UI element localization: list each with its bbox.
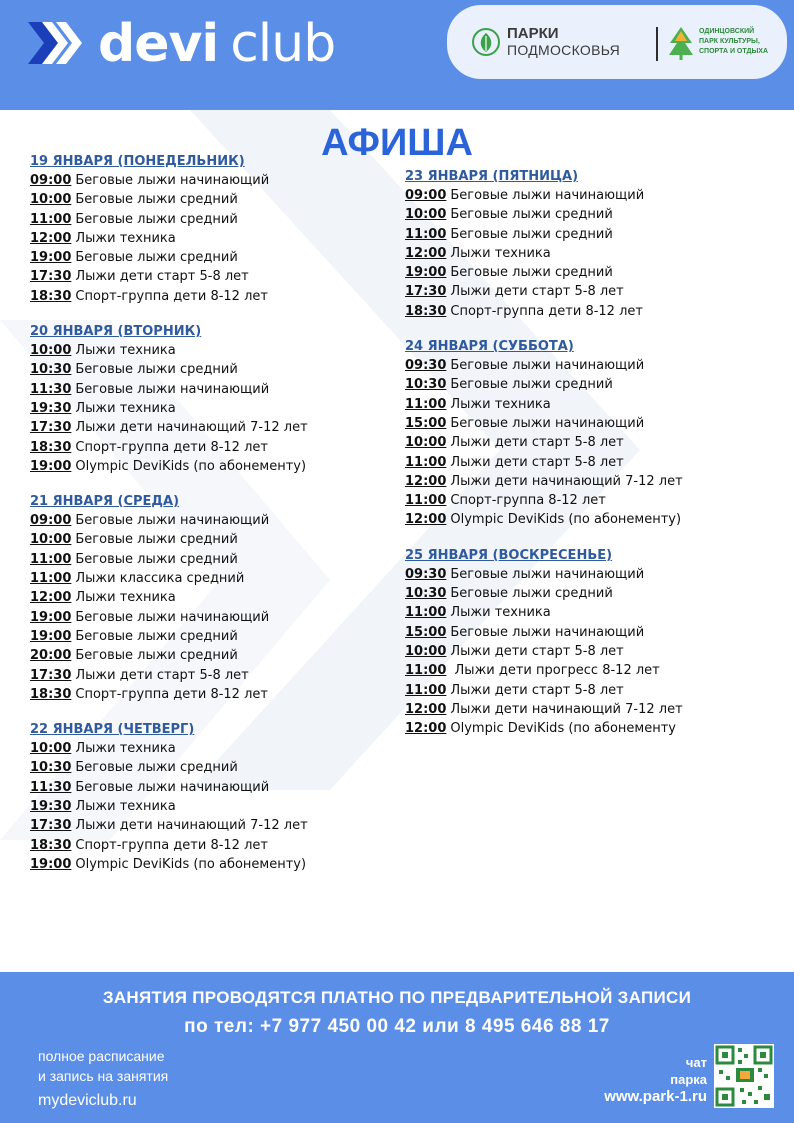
session-activity: Лыжи техника bbox=[75, 343, 176, 359]
odin-line2: ПАРК КУЛЬТУРЫ, bbox=[699, 38, 760, 45]
schedule-row bbox=[405, 661, 683, 680]
session-time: 12:00 bbox=[405, 512, 447, 528]
footer-phone-line: по тел: +7 977 450 00 42 или 8 495 646 88 17 bbox=[184, 1016, 610, 1037]
odintsovo-park-tree-icon bbox=[667, 25, 695, 61]
schedule-row bbox=[30, 229, 308, 248]
session-time: 12:00 bbox=[405, 473, 447, 489]
footer-park-url[interactable]: www.park-1.ru bbox=[604, 1088, 707, 1105]
session-time: 11:30 bbox=[30, 381, 72, 397]
schedule-row bbox=[30, 190, 308, 209]
session-activity: Лыжи техника bbox=[75, 590, 176, 606]
odintsovo-park-logo bbox=[699, 27, 768, 57]
session-activity: Лыжи дети старт 5-8 лет bbox=[450, 682, 624, 698]
brand-name-bold: devi bbox=[98, 14, 219, 74]
session-activity: Беговые лыжи средний bbox=[450, 226, 613, 242]
session-time: 11:00 bbox=[30, 211, 72, 227]
odin-line1: ОДИНЦОВСКИЙ bbox=[699, 28, 755, 35]
schedule-row bbox=[30, 457, 308, 476]
schedule-row bbox=[30, 248, 308, 267]
session-time: 10:00 bbox=[30, 741, 72, 757]
partners-divider bbox=[656, 27, 658, 61]
brand-name-light: club bbox=[230, 14, 336, 74]
session-time: 10:00 bbox=[405, 643, 447, 659]
session-activity: Беговые лыжи средний bbox=[75, 532, 238, 548]
schedule-row bbox=[30, 739, 308, 758]
session-time: 12:00 bbox=[30, 590, 72, 606]
schedule-row bbox=[30, 646, 308, 665]
session-time: 19:30 bbox=[30, 400, 72, 416]
session-time: 17:30 bbox=[30, 420, 72, 436]
session-time: 09:30 bbox=[405, 358, 447, 374]
schedule-row bbox=[405, 510, 683, 529]
schedule-day bbox=[405, 337, 683, 530]
session-activity: Olympic DeviKids (по абонементу) bbox=[75, 458, 307, 474]
session-time: 12:00 bbox=[30, 230, 72, 246]
session-time: 20:00 bbox=[30, 648, 72, 664]
schedule-row bbox=[30, 685, 308, 704]
session-activity: Беговые лыжи начинающий bbox=[450, 415, 645, 431]
session-activity: Лыжи дети старт 5-8 лет bbox=[75, 667, 249, 683]
schedule-column-right bbox=[405, 167, 683, 754]
schedule-day bbox=[30, 322, 308, 476]
schedule-row bbox=[30, 627, 308, 646]
schedule-row bbox=[30, 816, 308, 835]
footer-website-link[interactable]: mydeviclub.ru bbox=[38, 1092, 137, 1109]
session-time: 17:30 bbox=[30, 818, 72, 834]
footer-chat-line2: парка bbox=[670, 1072, 707, 1087]
schedule-row bbox=[30, 287, 308, 306]
session-activity: Лыжи техника bbox=[450, 245, 551, 261]
session-activity: Беговые лыжи средний bbox=[75, 760, 238, 776]
schedule-day bbox=[30, 720, 308, 874]
schedule-row bbox=[30, 666, 308, 685]
session-time: 18:30 bbox=[30, 288, 72, 304]
schedule-day bbox=[405, 546, 683, 739]
schedule-row bbox=[405, 225, 683, 244]
session-activity: Спорт-группа 8-12 лет bbox=[450, 493, 606, 509]
session-activity: Беговые лыжи средний bbox=[450, 265, 613, 281]
schedule-row bbox=[405, 205, 683, 224]
session-time: 10:30 bbox=[30, 760, 72, 776]
schedule-row bbox=[30, 530, 308, 549]
schedule-row bbox=[405, 395, 683, 414]
session-activity: Лыжи дети старт 5-8 лет bbox=[450, 454, 624, 470]
schedule-row bbox=[30, 778, 308, 797]
schedule-row bbox=[405, 700, 683, 719]
schedule-row bbox=[30, 418, 308, 437]
session-time: 11:00 bbox=[30, 571, 72, 587]
footer-left-line2: и запись на занятия bbox=[38, 1068, 169, 1084]
partners-logo-panel bbox=[447, 5, 787, 79]
session-activity: Беговые лыжи начинающий bbox=[450, 624, 645, 640]
session-time: 11:00 bbox=[405, 454, 447, 470]
session-time: 19:00 bbox=[405, 265, 447, 281]
footer-chat-label bbox=[670, 1054, 707, 1088]
session-activity: Лыжи дети начинающий 7-12 лет bbox=[450, 473, 683, 489]
session-time: 12:00 bbox=[405, 245, 447, 261]
session-activity: Лыжи дети прогресс 8-12 лет bbox=[450, 663, 660, 679]
session-activity: Беговые лыжи средний bbox=[450, 377, 613, 393]
session-time: 10:00 bbox=[30, 532, 72, 548]
brand-wordmark bbox=[98, 14, 335, 74]
session-activity: Беговые лыжи средний bbox=[75, 648, 238, 664]
day-header: 24 ЯНВАРЯ (СУББОТА) bbox=[405, 339, 574, 355]
schedule-row bbox=[30, 267, 308, 286]
session-activity: Лыжи классика средний bbox=[75, 571, 245, 587]
schedule-row bbox=[30, 171, 308, 190]
session-time: 18:30 bbox=[405, 303, 447, 319]
session-activity: Беговые лыжи начинающий bbox=[75, 381, 270, 397]
schedule-row bbox=[405, 263, 683, 282]
session-time: 10:30 bbox=[30, 362, 72, 378]
footer-banner bbox=[0, 972, 794, 1123]
schedule-row bbox=[405, 472, 683, 491]
parks-leaf-icon bbox=[471, 27, 501, 57]
session-activity: Беговые лыжи начинающий bbox=[75, 513, 270, 529]
session-time: 18:30 bbox=[30, 837, 72, 853]
schedule-row bbox=[30, 550, 308, 569]
footer-paid-notice: ЗАНЯТИЯ ПРОВОДЯТСЯ ПЛАТНО ПО ПРЕДВАРИТЕЛЬНОЙ ЗАПИСИ bbox=[102, 988, 692, 1007]
session-time: 15:00 bbox=[405, 415, 447, 431]
session-time: 19:30 bbox=[30, 799, 72, 815]
footer-chat-line1: чат bbox=[685, 1055, 707, 1070]
session-activity: Спорт-группа дети 8-12 лет bbox=[75, 837, 268, 853]
session-activity: Olympic DeviKids (по абонементу bbox=[450, 721, 677, 737]
schedule-row bbox=[405, 623, 683, 642]
session-activity: Беговые лыжи средний bbox=[450, 207, 613, 223]
session-activity: Спорт-группа дети 8-12 лет bbox=[75, 686, 268, 702]
session-activity: Беговые лыжи начинающий bbox=[450, 566, 645, 582]
header-banner bbox=[0, 0, 794, 110]
session-activity: Беговые лыжи средний bbox=[75, 250, 238, 266]
schedule-day bbox=[30, 492, 308, 704]
schedule-row bbox=[405, 375, 683, 394]
session-activity: Лыжи техника bbox=[75, 799, 176, 815]
session-time: 11:00 bbox=[30, 551, 72, 567]
session-activity: Olympic DeviKids (по абонементу) bbox=[450, 512, 682, 528]
schedule-row bbox=[405, 584, 683, 603]
session-time: 09:30 bbox=[405, 566, 447, 582]
session-time: 09:00 bbox=[405, 188, 447, 203]
schedule-row bbox=[30, 855, 308, 874]
session-time: 19:00 bbox=[30, 856, 72, 872]
session-activity: Спорт-группа дети 8-12 лет bbox=[450, 303, 643, 319]
session-time: 11:00 bbox=[405, 663, 447, 679]
session-time: 12:00 bbox=[405, 701, 447, 717]
schedule-row bbox=[30, 797, 308, 816]
schedule-row bbox=[405, 282, 683, 301]
session-activity: Лыжи дети старт 5-8 лет bbox=[450, 284, 624, 300]
schedule-day bbox=[405, 167, 683, 321]
session-time: 11:00 bbox=[405, 396, 447, 412]
schedule-row bbox=[405, 302, 683, 321]
parks-line2: ПОДМОСКОВЬЯ bbox=[507, 42, 620, 58]
schedule-row bbox=[405, 681, 683, 700]
schedule-row bbox=[30, 511, 308, 530]
day-header: 23 ЯНВАРЯ (ПЯТНИЦА) bbox=[405, 169, 579, 184]
schedule-row bbox=[30, 399, 308, 418]
schedule-row bbox=[30, 569, 308, 588]
qr-code-icon[interactable] bbox=[714, 1044, 774, 1108]
session-activity: Лыжи дети начинающий 7-12 лет bbox=[75, 818, 308, 834]
session-activity: Лыжи техника bbox=[75, 741, 176, 757]
session-time: 10:30 bbox=[405, 377, 447, 393]
day-header: 19 ЯНВАРЯ (ПОНЕДЕЛЬНИК) bbox=[30, 154, 245, 169]
day-header: 25 ЯНВАРЯ (ВОСКРЕСЕНЬЕ) bbox=[405, 547, 613, 563]
schedule-row bbox=[30, 210, 308, 229]
session-activity: Лыжи дети старт 5-8 лет bbox=[75, 269, 249, 285]
session-activity: Olympic DeviKids (по абонементу) bbox=[75, 856, 307, 872]
schedule-row bbox=[30, 836, 308, 855]
session-activity: Беговые лыжи начинающий bbox=[450, 358, 645, 374]
session-activity: Лыжи дети начинающий 7-12 лет bbox=[450, 701, 683, 717]
session-activity: Беговые лыжи средний bbox=[75, 211, 238, 227]
session-time: 11:00 bbox=[405, 493, 447, 509]
session-time: 19:00 bbox=[30, 609, 72, 625]
session-time: 17:30 bbox=[405, 284, 447, 300]
session-activity: Лыжи техника bbox=[75, 230, 176, 246]
session-time: 11:00 bbox=[405, 682, 447, 698]
schedule-row bbox=[405, 433, 683, 452]
page-title: АФИША bbox=[321, 122, 473, 164]
day-header: 20 ЯНВАРЯ (ВТОРНИК) bbox=[30, 324, 202, 340]
schedule-row bbox=[405, 453, 683, 472]
schedule-row bbox=[405, 491, 683, 510]
session-activity: Лыжи дети старт 5-8 лет bbox=[450, 643, 624, 659]
session-activity: Беговые лыжи средний bbox=[450, 586, 613, 602]
session-activity: Беговые лыжи средний bbox=[75, 192, 238, 208]
session-time: 10:30 bbox=[405, 586, 447, 602]
session-time: 11:30 bbox=[30, 779, 72, 795]
schedule-row bbox=[405, 414, 683, 433]
schedule-row bbox=[405, 719, 683, 738]
parks-podmoskovya-logo bbox=[507, 25, 620, 59]
session-time: 10:00 bbox=[30, 343, 72, 359]
schedule-row bbox=[405, 603, 683, 622]
session-time: 10:00 bbox=[405, 207, 447, 223]
session-time: 15:00 bbox=[405, 624, 447, 640]
session-activity: Спорт-группа дети 8-12 лет bbox=[75, 288, 268, 304]
session-time: 19:00 bbox=[30, 458, 72, 474]
session-activity: Лыжи дети начинающий 7-12 лет bbox=[75, 420, 308, 436]
schedule-row bbox=[30, 360, 308, 379]
schedule-row bbox=[30, 380, 308, 399]
odin-line3: СПОРТА И ОТДЫХА bbox=[699, 48, 769, 55]
schedule-day bbox=[30, 152, 308, 306]
day-header: 21 ЯНВАРЯ (СРЕДА) bbox=[30, 494, 180, 510]
schedule-row bbox=[30, 438, 308, 457]
schedule-row bbox=[405, 356, 683, 375]
footer-schedule-note bbox=[38, 1046, 168, 1086]
footer-left-line1: полное расписание bbox=[38, 1048, 165, 1064]
session-activity: Беговые лыжи начинающий bbox=[75, 609, 270, 625]
session-time: 10:00 bbox=[405, 435, 447, 451]
session-time: 10:00 bbox=[30, 192, 72, 208]
session-time: 09:00 bbox=[30, 173, 72, 188]
schedule-row bbox=[405, 186, 683, 205]
session-time: 11:00 bbox=[405, 226, 447, 242]
session-activity: Спорт-группа дети 8-12 лет bbox=[75, 439, 268, 455]
day-header: 22 ЯНВАРЯ (ЧЕТВЕРГ) bbox=[30, 722, 195, 738]
session-time: 09:00 bbox=[30, 513, 72, 529]
session-time: 19:00 bbox=[30, 628, 72, 644]
devi-logo-icon bbox=[28, 20, 90, 66]
session-activity: Лыжи техника bbox=[450, 396, 551, 412]
schedule-row bbox=[405, 244, 683, 263]
schedule-row bbox=[30, 588, 308, 607]
session-activity: Беговые лыжи начинающий bbox=[450, 188, 645, 203]
schedule-row bbox=[405, 642, 683, 661]
session-activity: Лыжи техника bbox=[450, 605, 551, 621]
session-activity: Беговые лыжи начинающий bbox=[75, 779, 270, 795]
session-activity: Лыжи техника bbox=[75, 400, 176, 416]
schedule-column-left bbox=[30, 152, 308, 890]
schedule-row bbox=[30, 758, 308, 777]
session-time: 17:30 bbox=[30, 667, 72, 683]
session-activity: Лыжи дети старт 5-8 лет bbox=[450, 435, 624, 451]
session-time: 18:30 bbox=[30, 439, 72, 455]
session-time: 12:00 bbox=[405, 721, 447, 737]
session-activity: Беговые лыжи средний bbox=[75, 362, 238, 378]
session-activity: Беговые лыжи начинающий bbox=[75, 173, 270, 188]
session-time: 17:30 bbox=[30, 269, 72, 285]
session-time: 19:00 bbox=[30, 250, 72, 266]
schedule-row bbox=[30, 608, 308, 627]
schedule-row bbox=[30, 341, 308, 360]
session-activity: Беговые лыжи средний bbox=[75, 628, 238, 644]
session-activity: Беговые лыжи средний bbox=[75, 551, 238, 567]
session-time: 18:30 bbox=[30, 686, 72, 702]
parks-line1: ПАРКИ bbox=[507, 25, 559, 42]
session-time: 11:00 bbox=[405, 605, 447, 621]
schedule-row bbox=[405, 565, 683, 584]
